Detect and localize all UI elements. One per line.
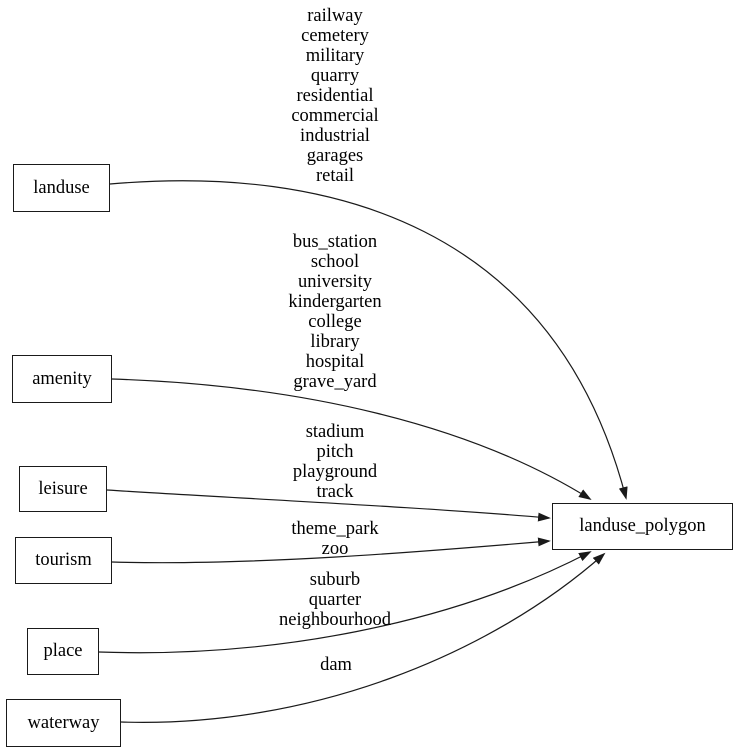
edge-label-line: suburb [309,570,361,590]
edge-label-amenity [288,232,381,392]
node-label: landuse_polygon [579,516,706,536]
node-label: leisure [38,478,88,499]
node-waterway [6,699,121,747]
edge-label-line: bus_station [292,232,378,252]
edge-label-line: track [316,482,354,502]
edge-label-line: quarry [310,66,360,86]
edge-label-line: library [310,332,360,352]
edge-label-line: hospital [305,352,365,372]
edge-label-line: pitch [316,442,354,462]
edge-label-line: grave_yard [293,372,377,392]
node-landuse_polygon [552,503,733,550]
node-label: landuse [33,177,90,198]
edge-label-line: industrial [300,126,370,146]
node-label: waterway [27,712,100,733]
edge-label-line: playground [292,462,378,482]
edge-label-line: zoo [321,539,349,559]
node-landuse [13,164,110,212]
edge-label-line: college [308,312,362,332]
edge-label-line: school [310,252,360,272]
edge-label-line: theme_park [291,519,379,539]
edge-label-line: garages [306,146,364,166]
edge-label-line: quarter [308,590,362,610]
node-label: tourism [35,550,92,570]
edge-label-leisure [293,422,377,502]
edge-label-waterway [320,655,352,675]
edge-label-line: university [298,272,372,292]
edge-label-line: residential [296,86,374,106]
edge-label-line: kindergarten [288,292,382,312]
edge-label-line: railway [307,6,363,26]
node-amenity [12,355,112,403]
node-place [27,628,99,675]
edge-label-place [279,570,391,630]
edge-label-line: cemetery [301,26,369,46]
node-tourism [15,537,112,584]
node-label: place [43,641,83,661]
edge-label-line: military [305,46,365,66]
edge-label-line: dam [320,655,352,675]
edge-label-line: commercial [291,106,379,126]
node-label: amenity [32,368,92,389]
edge-label-tourism [291,519,378,559]
edge-label-line: neighbourhood [278,610,392,630]
edge-label-line: stadium [305,422,365,442]
edge-label-landuse [291,6,378,186]
edge-label-line: retail [315,166,355,186]
node-leisure [19,466,107,512]
